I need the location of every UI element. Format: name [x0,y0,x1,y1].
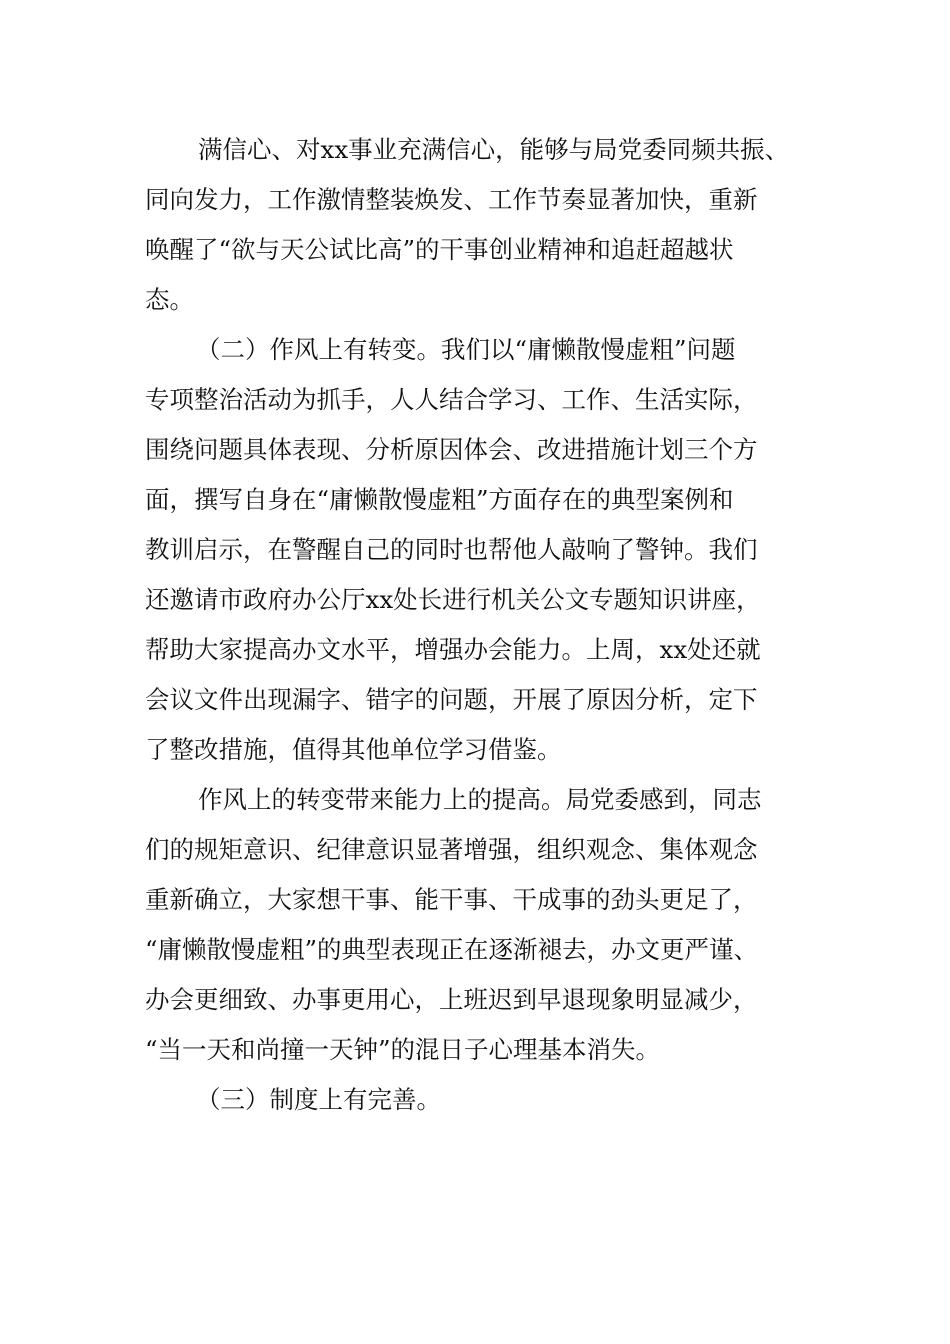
text-line: 态。 [145,285,194,314]
text-line: 还邀请市政府办公厅xx处长进行机关公文专题知识讲座， [145,585,761,614]
text-line: 们的规矩意识、纪律意识显著增强，组织观念、集体观念 [145,835,758,864]
text-line: 了整改措施，值得其他单位学习借鉴。 [145,735,562,764]
section-heading-2: （二）作风上有转变。我们以“庸懒散慢虚粗”问题 [196,335,736,364]
text-line: 教训启示，在警醒自己的同时也帮他人敲响了警钟。我们 [145,535,758,564]
text-line: 唤醒了“欲与天公试比高”的干事创业精神和追赶超越状 [145,235,734,264]
text-line: “当一天和尚撞一天钟”的混日子心理基本消失。 [145,1035,661,1064]
text-line: 面，撰写自身在“庸懒散慢虚粗”方面存在的典型案例和 [145,485,734,514]
text-line: 重新确立，大家想干事、能干事、干成事的劲头更足了， [145,885,758,914]
text-line: 帮助大家提高办文水平，增强办会能力。上周，xx处还就 [145,635,761,664]
section-heading-3: （三）制度上有完善。 [196,1085,441,1114]
text-line: 会议文件出现漏字、错字的问题，开展了原因分析，定下 [145,685,758,714]
text-line: 办会更细致、办事更用心，上班迟到早退现象明显减少， [145,985,758,1014]
text-line: 同向发力，工作激情整装焕发、工作节奏显著加快，重新 [145,185,758,214]
text-line: 围绕问题具体表现、分析原因体会、改进措施计划三个方 [145,435,758,464]
text-line: 满信心、对xx事业充满信心，能够与局党委同频共振、 [198,135,790,164]
text-line: “庸懒散慢虚粗”的典型表现正在逐渐褪去，办文更严谨、 [145,935,759,964]
text-line: 专项整治活动为抓手，人人结合学习、工作、生活实际， [145,385,758,414]
text-line: 作风上的转变带来能力上的提高。局党委感到，同志 [198,785,762,814]
